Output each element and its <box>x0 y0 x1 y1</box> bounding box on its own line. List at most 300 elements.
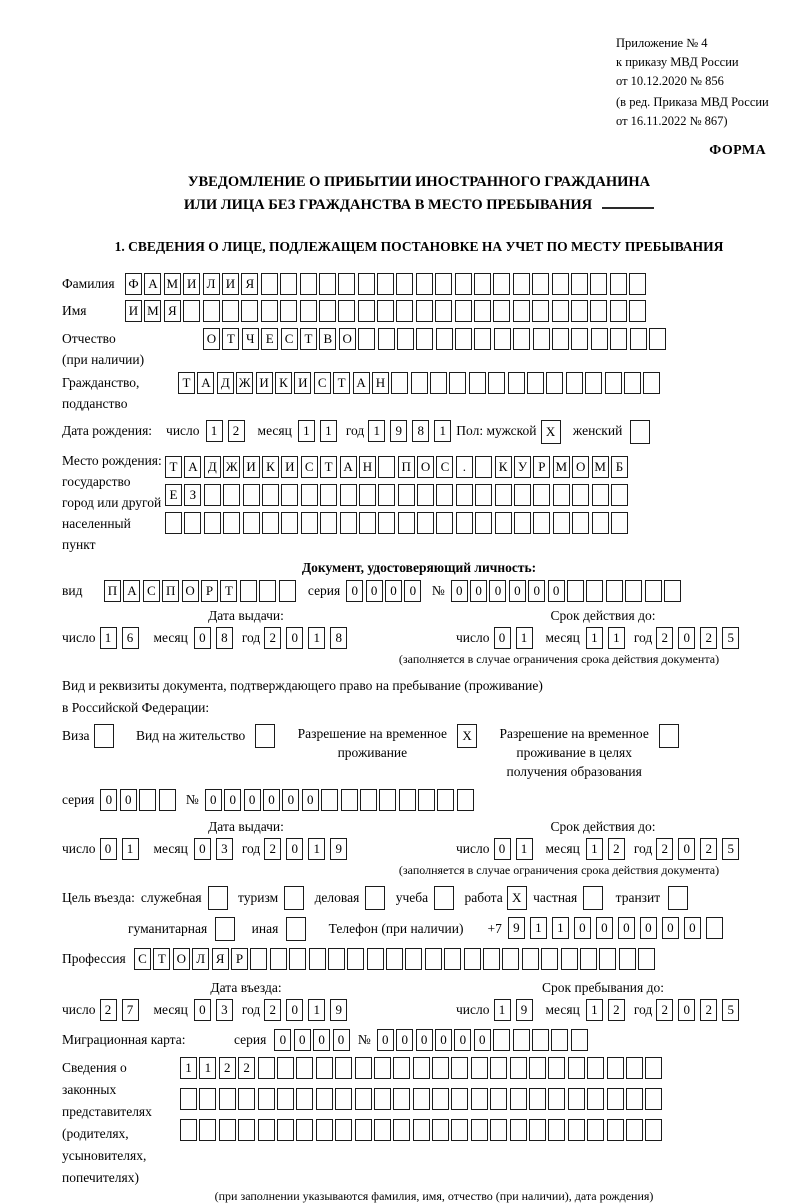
form-cell[interactable] <box>284 886 304 910</box>
form-cell[interactable] <box>279 580 296 602</box>
form-cell[interactable] <box>378 328 395 350</box>
form-cell[interactable]: 2 <box>228 420 245 442</box>
form-cell[interactable] <box>321 789 338 811</box>
form-cell[interactable]: 8 <box>330 627 347 649</box>
form-cell[interactable] <box>223 512 240 534</box>
form-cell[interactable] <box>490 1057 507 1079</box>
form-cell[interactable]: Т <box>178 372 195 394</box>
form-cell[interactable]: 0 <box>509 580 526 602</box>
form-cell[interactable] <box>451 1088 468 1110</box>
form-cell[interactable]: О <box>203 328 220 350</box>
form-cell[interactable]: 0 <box>494 627 511 649</box>
form-cell[interactable] <box>258 1119 275 1141</box>
form-cell[interactable] <box>180 1088 197 1110</box>
form-cell[interactable] <box>514 512 531 534</box>
form-cell[interactable] <box>277 1057 294 1079</box>
form-cell[interactable] <box>340 512 357 534</box>
form-cell[interactable]: В <box>319 328 336 350</box>
form-cell[interactable]: О <box>572 456 589 478</box>
form-cell[interactable] <box>261 273 278 295</box>
form-cell[interactable] <box>434 886 454 910</box>
form-cell[interactable]: 2 <box>100 999 117 1021</box>
form-cell[interactable] <box>378 512 395 534</box>
form-cell[interactable]: И <box>222 273 239 295</box>
form-cell[interactable] <box>493 300 510 322</box>
form-cell[interactable] <box>626 1119 643 1141</box>
form-cell[interactable] <box>619 948 636 970</box>
form-cell[interactable] <box>355 1088 372 1110</box>
form-cell[interactable] <box>240 580 257 602</box>
form-cell[interactable] <box>626 1088 643 1110</box>
form-cell[interactable] <box>417 512 434 534</box>
form-cell[interactable] <box>533 328 550 350</box>
form-cell[interactable] <box>261 300 278 322</box>
form-cell[interactable] <box>405 948 422 970</box>
form-cell[interactable] <box>316 1057 333 1079</box>
form-cell[interactable] <box>430 372 447 394</box>
form-cell[interactable] <box>416 273 433 295</box>
form-cell[interactable] <box>572 512 589 534</box>
form-cell[interactable] <box>393 1057 410 1079</box>
form-cell[interactable] <box>379 789 396 811</box>
form-cell[interactable]: 0 <box>302 789 319 811</box>
form-cell[interactable] <box>513 328 530 350</box>
form-cell[interactable]: 0 <box>286 999 303 1021</box>
form-cell[interactable]: О <box>417 456 434 478</box>
form-cell[interactable] <box>610 300 627 322</box>
form-cell[interactable] <box>280 300 297 322</box>
form-cell[interactable] <box>527 372 544 394</box>
form-cell[interactable] <box>649 328 666 350</box>
form-cell[interactable] <box>396 300 413 322</box>
form-cell[interactable] <box>432 1119 449 1141</box>
form-cell[interactable] <box>514 484 531 506</box>
form-cell[interactable] <box>436 328 453 350</box>
form-cell[interactable] <box>281 512 298 534</box>
form-cell[interactable] <box>513 1029 530 1051</box>
form-cell[interactable]: З <box>184 484 201 506</box>
form-cell[interactable]: 9 <box>330 838 347 860</box>
form-cell[interactable]: 0 <box>263 789 280 811</box>
form-cell[interactable] <box>571 1029 588 1051</box>
form-cell[interactable] <box>417 484 434 506</box>
form-cell[interactable] <box>456 484 473 506</box>
form-cell[interactable] <box>335 1088 352 1110</box>
form-cell[interactable]: Р <box>533 456 550 478</box>
form-cell[interactable]: К <box>495 456 512 478</box>
form-cell[interactable]: Ж <box>236 372 253 394</box>
form-cell[interactable]: 0 <box>346 580 363 602</box>
form-cell[interactable] <box>358 300 375 322</box>
form-cell[interactable] <box>610 328 627 350</box>
form-cell[interactable] <box>510 1057 527 1079</box>
form-cell[interactable] <box>587 1057 604 1079</box>
form-cell[interactable] <box>238 1088 255 1110</box>
form-cell[interactable] <box>474 300 491 322</box>
form-cell[interactable] <box>398 512 415 534</box>
form-cell[interactable]: 0 <box>294 1029 311 1051</box>
form-cell[interactable] <box>374 1057 391 1079</box>
form-cell[interactable]: 8 <box>412 420 429 442</box>
form-cell[interactable]: О <box>339 328 356 350</box>
form-cell[interactable] <box>378 456 395 478</box>
form-cell[interactable] <box>475 484 492 506</box>
form-cell[interactable] <box>495 512 512 534</box>
form-cell[interactable] <box>386 948 403 970</box>
form-cell[interactable] <box>393 1088 410 1110</box>
form-cell[interactable] <box>183 300 200 322</box>
form-cell[interactable] <box>513 273 530 295</box>
form-cell[interactable]: 2 <box>264 838 281 860</box>
form-cell[interactable]: 1 <box>368 420 385 442</box>
form-cell[interactable] <box>533 484 550 506</box>
form-cell[interactable]: Л <box>192 948 209 970</box>
form-cell[interactable]: 0 <box>416 1029 433 1051</box>
form-cell[interactable] <box>629 300 646 322</box>
form-cell[interactable] <box>359 512 376 534</box>
form-cell[interactable] <box>219 1119 236 1141</box>
form-cell[interactable]: 2 <box>238 1057 255 1079</box>
form-cell[interactable] <box>591 328 608 350</box>
form-cell[interactable]: 2 <box>608 999 625 1021</box>
form-cell[interactable] <box>457 789 474 811</box>
form-cell[interactable]: П <box>104 580 121 602</box>
form-cell[interactable] <box>309 948 326 970</box>
form-cell[interactable]: 1 <box>320 420 337 442</box>
form-cell[interactable]: 0 <box>100 789 117 811</box>
form-cell[interactable] <box>629 273 646 295</box>
form-cell[interactable]: . <box>456 456 473 478</box>
form-cell[interactable] <box>551 1029 568 1051</box>
form-cell[interactable]: С <box>281 328 298 350</box>
form-cell[interactable] <box>513 300 530 322</box>
form-cell[interactable] <box>607 1088 624 1110</box>
form-cell[interactable]: К <box>262 456 279 478</box>
form-cell[interactable]: 0 <box>548 580 565 602</box>
form-cell[interactable]: 1 <box>122 838 139 860</box>
form-cell[interactable]: 0 <box>274 1029 291 1051</box>
form-cell[interactable] <box>552 300 569 322</box>
form-cell[interactable] <box>606 580 623 602</box>
form-cell[interactable] <box>208 886 228 910</box>
form-cell[interactable]: Б <box>611 456 628 478</box>
form-cell[interactable]: 1 <box>298 420 315 442</box>
form-cell[interactable]: Е <box>165 484 182 506</box>
form-cell[interactable] <box>335 1057 352 1079</box>
form-cell[interactable]: Т <box>165 456 182 478</box>
form-cell[interactable]: Е <box>261 328 278 350</box>
form-cell[interactable] <box>277 1088 294 1110</box>
form-cell[interactable] <box>258 1088 275 1110</box>
form-cell[interactable] <box>475 512 492 534</box>
form-cell[interactable] <box>360 789 377 811</box>
form-cell[interactable] <box>590 273 607 295</box>
form-cell[interactable] <box>624 372 641 394</box>
form-cell[interactable]: Т <box>300 328 317 350</box>
form-cell[interactable] <box>296 1119 313 1141</box>
form-cell[interactable] <box>553 512 570 534</box>
form-cell[interactable] <box>493 273 510 295</box>
form-cell[interactable] <box>566 372 583 394</box>
form-cell[interactable]: 5 <box>722 627 739 649</box>
form-cell[interactable]: 3 <box>216 838 233 860</box>
form-cell[interactable] <box>355 1057 372 1079</box>
form-cell[interactable] <box>475 456 492 478</box>
form-cell[interactable]: 0 <box>194 627 211 649</box>
form-cell[interactable]: 1 <box>100 627 117 649</box>
form-cell[interactable]: Н <box>372 372 389 394</box>
form-cell[interactable]: Д <box>217 372 234 394</box>
form-cell[interactable] <box>243 484 260 506</box>
form-cell[interactable] <box>607 1119 624 1141</box>
form-cell[interactable] <box>435 273 452 295</box>
form-cell[interactable] <box>529 1119 546 1141</box>
form-cell[interactable] <box>437 789 454 811</box>
form-cell[interactable] <box>259 580 276 602</box>
form-cell[interactable] <box>320 512 337 534</box>
form-cell[interactable] <box>320 484 337 506</box>
form-cell[interactable]: С <box>134 948 151 970</box>
form-cell[interactable]: 1 <box>516 627 533 649</box>
form-cell[interactable]: 1 <box>199 1057 216 1079</box>
form-cell[interactable] <box>541 948 558 970</box>
form-cell[interactable]: 2 <box>656 627 673 649</box>
form-cell[interactable]: Т <box>220 580 237 602</box>
form-cell[interactable] <box>204 512 221 534</box>
form-cell[interactable] <box>358 273 375 295</box>
form-cell[interactable] <box>286 917 306 941</box>
form-cell[interactable] <box>319 273 336 295</box>
form-cell[interactable]: А <box>340 456 357 478</box>
form-cell[interactable]: X <box>507 886 527 910</box>
form-cell[interactable]: 0 <box>618 917 635 939</box>
form-cell[interactable] <box>432 1057 449 1079</box>
form-cell[interactable]: 0 <box>435 1029 452 1051</box>
form-cell[interactable]: Р <box>231 948 248 970</box>
form-cell[interactable] <box>490 1119 507 1141</box>
form-cell[interactable] <box>418 789 435 811</box>
form-cell[interactable]: А <box>123 580 140 602</box>
form-cell[interactable] <box>611 512 628 534</box>
form-cell[interactable]: 2 <box>219 1057 236 1079</box>
form-cell[interactable]: 0 <box>205 789 222 811</box>
form-cell[interactable] <box>455 328 472 350</box>
form-cell[interactable] <box>510 1119 527 1141</box>
form-cell[interactable]: М <box>592 456 609 478</box>
form-cell[interactable] <box>493 1029 510 1051</box>
form-cell[interactable]: 0 <box>194 838 211 860</box>
form-cell[interactable]: 0 <box>489 580 506 602</box>
form-cell[interactable] <box>587 1088 604 1110</box>
form-cell[interactable]: 2 <box>264 627 281 649</box>
form-cell[interactable] <box>495 484 512 506</box>
form-cell[interactable]: X <box>457 724 477 748</box>
form-cell[interactable]: И <box>281 456 298 478</box>
form-cell[interactable] <box>567 580 584 602</box>
form-cell[interactable]: 0 <box>377 1029 394 1051</box>
form-cell[interactable] <box>645 1088 662 1110</box>
form-cell[interactable] <box>553 484 570 506</box>
form-cell[interactable] <box>199 1088 216 1110</box>
form-cell[interactable] <box>548 1119 565 1141</box>
form-cell[interactable] <box>643 372 660 394</box>
form-cell[interactable] <box>532 273 549 295</box>
form-cell[interactable]: И <box>294 372 311 394</box>
form-cell[interactable] <box>580 948 597 970</box>
form-cell[interactable]: 0 <box>678 838 695 860</box>
form-cell[interactable] <box>340 484 357 506</box>
form-cell[interactable] <box>552 328 569 350</box>
form-cell[interactable]: Р <box>201 580 218 602</box>
form-cell[interactable]: 1 <box>308 999 325 1021</box>
form-cell[interactable]: Я <box>164 300 181 322</box>
form-cell[interactable]: У <box>514 456 531 478</box>
form-cell[interactable] <box>510 1088 527 1110</box>
form-cell[interactable] <box>626 1057 643 1079</box>
form-cell[interactable]: Ж <box>223 456 240 478</box>
form-cell[interactable]: 2 <box>264 999 281 1021</box>
form-cell[interactable]: 1 <box>308 627 325 649</box>
form-cell[interactable] <box>610 273 627 295</box>
form-cell[interactable]: 0 <box>100 838 117 860</box>
form-cell[interactable]: 7 <box>122 999 139 1021</box>
form-cell[interactable]: 0 <box>282 789 299 811</box>
form-cell[interactable] <box>432 1088 449 1110</box>
form-cell[interactable]: 0 <box>678 999 695 1021</box>
form-cell[interactable] <box>367 948 384 970</box>
form-cell[interactable] <box>241 300 258 322</box>
form-cell[interactable] <box>529 1057 546 1079</box>
form-cell[interactable] <box>262 484 279 506</box>
form-cell[interactable] <box>359 484 376 506</box>
form-cell[interactable]: 2 <box>656 999 673 1021</box>
form-cell[interactable]: 1 <box>494 999 511 1021</box>
form-cell[interactable] <box>277 1119 294 1141</box>
form-cell[interactable]: Т <box>222 328 239 350</box>
form-cell[interactable]: 0 <box>396 1029 413 1051</box>
form-cell[interactable] <box>645 1057 662 1079</box>
form-cell[interactable]: 2 <box>700 838 717 860</box>
form-cell[interactable] <box>605 372 622 394</box>
form-cell[interactable] <box>625 580 642 602</box>
form-cell[interactable] <box>223 484 240 506</box>
form-cell[interactable] <box>341 789 358 811</box>
form-cell[interactable] <box>139 789 156 811</box>
form-cell[interactable] <box>399 789 416 811</box>
form-cell[interactable]: Т <box>153 948 170 970</box>
form-cell[interactable] <box>396 273 413 295</box>
form-cell[interactable]: О <box>173 948 190 970</box>
form-cell[interactable] <box>583 886 603 910</box>
form-cell[interactable]: 0 <box>120 789 137 811</box>
form-cell[interactable]: Ф <box>125 273 142 295</box>
form-cell[interactable]: И <box>243 456 260 478</box>
form-cell[interactable] <box>296 1088 313 1110</box>
form-cell[interactable] <box>159 789 176 811</box>
form-cell[interactable]: 1 <box>530 917 547 939</box>
form-cell[interactable]: 0 <box>224 789 241 811</box>
form-cell[interactable]: 9 <box>508 917 525 939</box>
form-cell[interactable] <box>455 300 472 322</box>
form-cell[interactable] <box>568 1119 585 1141</box>
form-cell[interactable] <box>300 300 317 322</box>
form-cell[interactable]: 1 <box>552 917 569 939</box>
form-cell[interactable]: 2 <box>656 838 673 860</box>
form-cell[interactable] <box>571 300 588 322</box>
form-cell[interactable] <box>391 372 408 394</box>
form-cell[interactable] <box>561 948 578 970</box>
form-cell[interactable] <box>377 273 394 295</box>
form-cell[interactable] <box>568 1057 585 1079</box>
form-cell[interactable] <box>180 1119 197 1141</box>
form-cell[interactable] <box>483 948 500 970</box>
form-cell[interactable]: 0 <box>313 1029 330 1051</box>
form-cell[interactable] <box>638 948 655 970</box>
form-cell[interactable]: Ч <box>242 328 259 350</box>
form-cell[interactable] <box>316 1088 333 1110</box>
form-cell[interactable]: А <box>184 456 201 478</box>
form-cell[interactable] <box>377 300 394 322</box>
form-cell[interactable] <box>471 1057 488 1079</box>
form-cell[interactable] <box>586 580 603 602</box>
form-cell[interactable]: М <box>553 456 570 478</box>
form-cell[interactable] <box>219 1088 236 1110</box>
form-cell[interactable] <box>338 300 355 322</box>
form-cell[interactable]: 0 <box>454 1029 471 1051</box>
form-cell[interactable] <box>436 512 453 534</box>
form-cell[interactable] <box>355 1119 372 1141</box>
form-cell[interactable]: 1 <box>308 838 325 860</box>
form-cell[interactable] <box>255 724 275 748</box>
form-cell[interactable]: М <box>144 300 161 322</box>
form-cell[interactable] <box>199 1119 216 1141</box>
form-cell[interactable] <box>659 724 679 748</box>
form-cell[interactable]: 0 <box>494 838 511 860</box>
form-cell[interactable]: Т <box>320 456 337 478</box>
form-cell[interactable] <box>416 328 433 350</box>
form-cell[interactable]: 2 <box>700 627 717 649</box>
form-cell[interactable] <box>451 1119 468 1141</box>
form-cell[interactable] <box>398 484 415 506</box>
form-cell[interactable]: 3 <box>216 999 233 1021</box>
form-cell[interactable] <box>94 724 114 748</box>
form-cell[interactable] <box>522 948 539 970</box>
form-cell[interactable] <box>599 948 616 970</box>
form-cell[interactable] <box>587 1119 604 1141</box>
form-cell[interactable]: 0 <box>662 917 679 939</box>
form-cell[interactable] <box>289 948 306 970</box>
form-cell[interactable] <box>571 273 588 295</box>
form-cell[interactable] <box>435 300 452 322</box>
form-cell[interactable]: 5 <box>722 838 739 860</box>
form-cell[interactable] <box>533 512 550 534</box>
form-cell[interactable] <box>328 948 345 970</box>
form-cell[interactable] <box>374 1119 391 1141</box>
form-cell[interactable] <box>568 1088 585 1110</box>
form-cell[interactable] <box>508 372 525 394</box>
form-cell[interactable]: А <box>197 372 214 394</box>
form-cell[interactable]: 1 <box>180 1057 197 1079</box>
form-cell[interactable]: 9 <box>390 420 407 442</box>
form-cell[interactable] <box>532 300 549 322</box>
form-cell[interactable]: И <box>183 273 200 295</box>
form-cell[interactable] <box>611 484 628 506</box>
form-cell[interactable] <box>456 512 473 534</box>
form-cell[interactable] <box>451 1057 468 1079</box>
form-cell[interactable]: 0 <box>684 917 701 939</box>
form-cell[interactable] <box>238 1119 255 1141</box>
form-cell[interactable]: П <box>398 456 415 478</box>
